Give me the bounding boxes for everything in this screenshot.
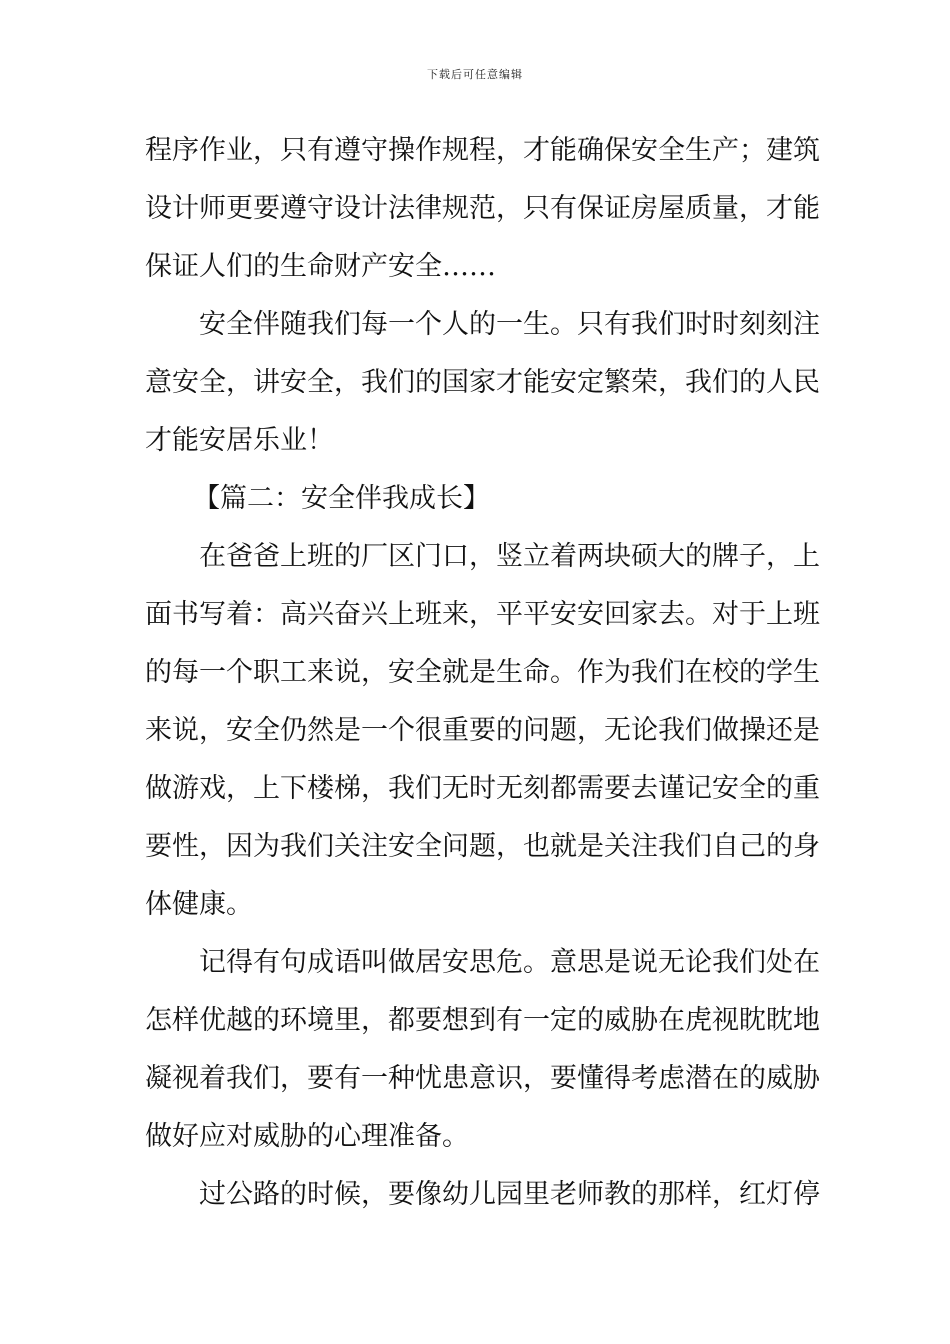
paragraph-first-line: 在爸爸上班的厂区门口，竖立着两块硕大的牌子，上 xyxy=(199,541,820,572)
paragraph-first-line: 过公路的时候，要像幼儿园里老师教的那样，红灯停 xyxy=(199,1179,820,1210)
text-line: 怎样优越的环境里，都要想到有一定的威胁在虎视眈眈地 xyxy=(145,1005,820,1036)
text-line: 的每一个职工来说，安全就是生命。作为我们在校的学生 xyxy=(145,657,820,688)
text-line: 凝视着我们，要有一种忧患意识，要懂得考虑潜在的威胁 xyxy=(145,1063,820,1094)
text-line: 设计师更要遵守设计法律规范，只有保证房屋质量，才能 xyxy=(145,193,820,224)
text-line: 面书写着：高兴奋兴上班来，平平安安回家去。对于上班 xyxy=(145,599,820,630)
text-line: 程序作业，只有遵守操作规程，才能确保安全生产；建筑 xyxy=(145,135,820,166)
text-line: 体健康。 xyxy=(145,889,253,920)
section-heading: 【篇二：安全伴我成长】 xyxy=(193,483,490,514)
text-line: 做好应对威胁的心理准备。 xyxy=(145,1121,469,1152)
text-line: 要性，因为我们关注安全问题，也就是关注我们自己的身 xyxy=(145,831,820,862)
text-line: 来说，安全仍然是一个很重要的问题，无论我们做操还是 xyxy=(145,715,820,746)
text-line: 保证人们的生命财产安全…… xyxy=(145,251,496,282)
paragraph-first-line: 安全伴随我们每一个人的一生。只有我们时时刻刻注 xyxy=(199,309,820,340)
page-header: 下载后可任意编辑 xyxy=(427,68,523,81)
paragraph-first-line: 记得有句成语叫做居安思危。意思是说无论我们处在 xyxy=(199,947,820,978)
text-line: 才能安居乐业！ xyxy=(145,425,334,456)
document-body xyxy=(145,122,820,1224)
text-line: 做游戏，上下楼梯，我们无时无刻都需要去谨记安全的重 xyxy=(145,773,820,804)
text-line: 意安全，讲安全，我们的国家才能安定繁荣，我们的人民 xyxy=(145,367,820,398)
